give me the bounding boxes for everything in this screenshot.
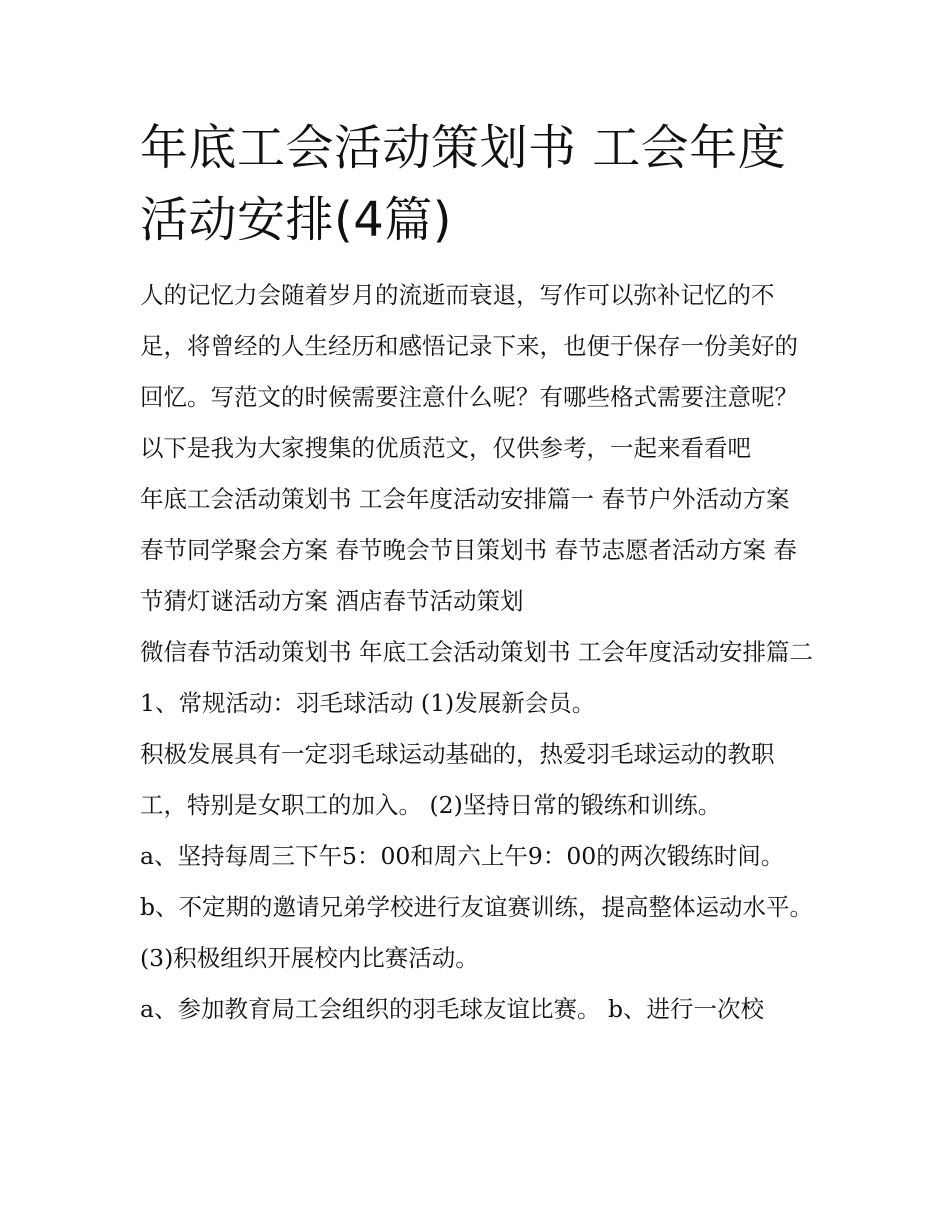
paragraph-part-one: 年底工会活动策划书 工会年度活动安排篇一 春节户外活动方案 春节同学聚会方案 春节晚会节目策划书 春节志愿者活动方案 春节猜灯谜活动方案 酒店春节活动策划 <box>140 485 797 615</box>
document-title: 年底工会活动策划书 工会年度活动安排(4篇) <box>140 120 787 248</box>
paragraph-competition: a、参加教育局工会组织的羽毛球友谊比赛。 b、进行一次校 <box>140 995 765 1023</box>
paragraph-members: 积极发展具有一定羽毛球运动基础的，热爱羽毛球运动的教职工，特别是女职工的加入。 (2)坚持日常的锻练和训练。 <box>140 740 775 819</box>
paragraph-schedule: a、坚持每周三下午5：00和周六上午9：00的两次锻练时间。 b、不定期的邀请兄弟学校进行友谊赛训练，提高整体运动水平。 (3)积极组织开展校内比赛活动。 <box>140 842 814 972</box>
paragraph-part-two: 微信春节活动策划书 年底工会活动策划书 工会年度活动安排篇二 1、常规活动：羽毛球活动 (1)发展新会员。 <box>140 638 813 717</box>
document-page <box>140 112 815 1035</box>
paragraph-intro: 人的记忆力会随着岁月的流逝而衰退，写作可以弥补记忆的不足，将曾经的人生经历和感悟记录下来，也便于保存一份美好的回忆。写范文的时候需要注意什么呢？有哪些格式需要注意呢？以下是我为大家搜集的优质范文，仅供参考，一起来看看吧 <box>140 281 798 462</box>
